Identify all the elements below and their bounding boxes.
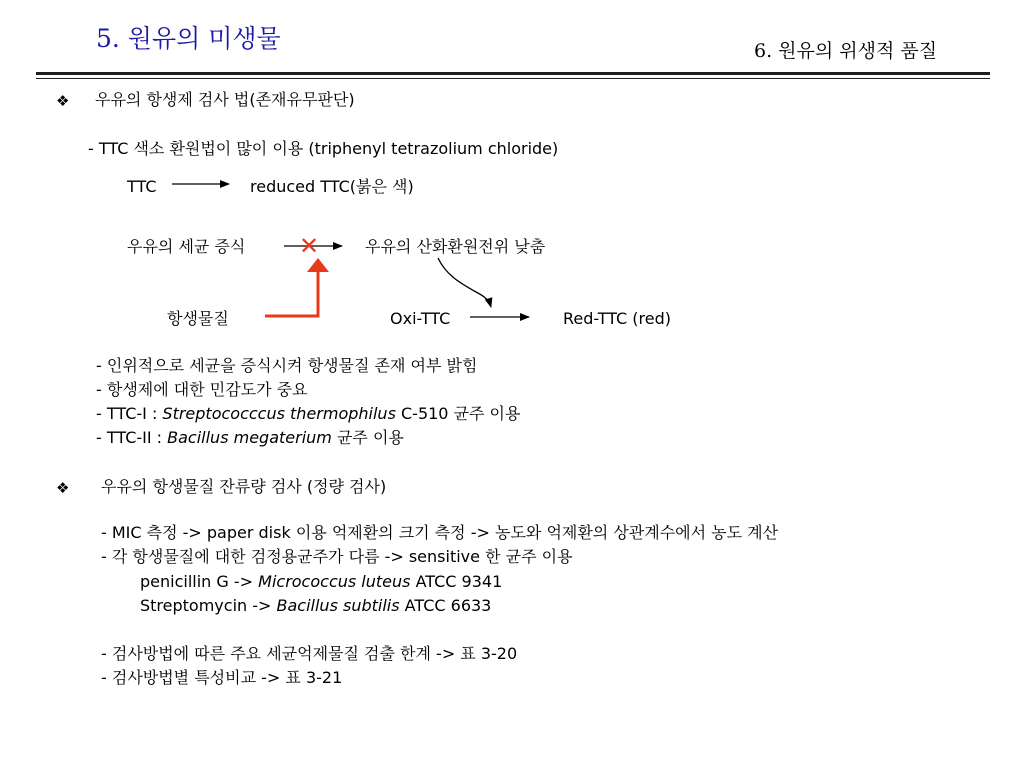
species-name: Bacillus megaterium — [167, 428, 332, 447]
ttc-label: TTC — [127, 177, 157, 196]
method-compare-line: - 검사방법별 특성비교 -> 표 3-21 — [101, 668, 343, 687]
strain-line: - 각 항생물질에 대한 검정용균주가 다름 -> sensitive 한 균주 이용 — [101, 547, 573, 566]
streptomycin-line: Streptomycin -> Bacillus subtilis ATCC 6633 — [140, 596, 492, 615]
note-ttc-ii: - TTC-II : Bacillus megaterium 균주 이용 — [96, 428, 404, 447]
section1-heading: 우유의 항생제 검사 법(존재유무판단) — [95, 90, 355, 109]
ttc-method-line: - TTC 색소 환원법이 많이 이용 (triphenyl tetrazolium chloride) — [88, 139, 559, 158]
bacterial-growth-label: 우유의 세균 증식 — [127, 237, 246, 256]
oxi-ttc-label: Oxi-TTC — [390, 309, 451, 328]
diamond-bullet-icon: ❖ — [56, 92, 70, 110]
mic-line: - MIC 측정 -> paper disk 이용 억제환의 크기 측정 -> 농도와 억제환의 상관계수에서 농도 계산 — [101, 523, 779, 542]
note-sensitivity: - 항생제에 대한 민감도가 중요 — [96, 380, 308, 399]
species-name: Micrococcus luteus — [258, 572, 411, 591]
redox-curved-arrow — [438, 258, 491, 307]
redox-potential-label: 우유의 산화환원전위 낮춤 — [365, 237, 546, 256]
note-ttc-i: - TTC-I : Streptococccus thermophilus C-510 균주 이용 — [96, 404, 521, 423]
penicillin-line: penicillin G -> Micrococcus luteus ATCC 9341 — [140, 572, 503, 591]
inhibition-line — [265, 272, 318, 316]
section-subtitle: 6. 원유의 위생적 품질 — [754, 40, 938, 62]
page-title: 5. 원유의 미생물 — [96, 24, 281, 53]
antibiotic-label: 항생물질 — [167, 309, 229, 328]
note-growth: - 인위적으로 세균을 증식시켜 항생물질 존재 여부 밝힘 — [96, 356, 478, 375]
inhibition-arrowhead — [307, 258, 329, 272]
red-ttc-label: Red-TTC (red) — [563, 309, 671, 328]
species-name: Streptococccus thermophilus — [162, 404, 396, 423]
section2-heading: 우유의 항생물질 잔류량 검사 (정량 검사) — [101, 477, 387, 496]
diamond-bullet-icon: ❖ — [56, 479, 70, 497]
species-name: Bacillus subtilis — [276, 596, 400, 615]
block-x-icon: ✕ — [299, 232, 320, 260]
detection-limit-line: - 검사방법에 따른 주요 세균억제물질 검출 한계 -> 표 3-20 — [101, 644, 518, 663]
reduced-ttc-label: reduced TTC(붉은 색) — [250, 177, 414, 196]
